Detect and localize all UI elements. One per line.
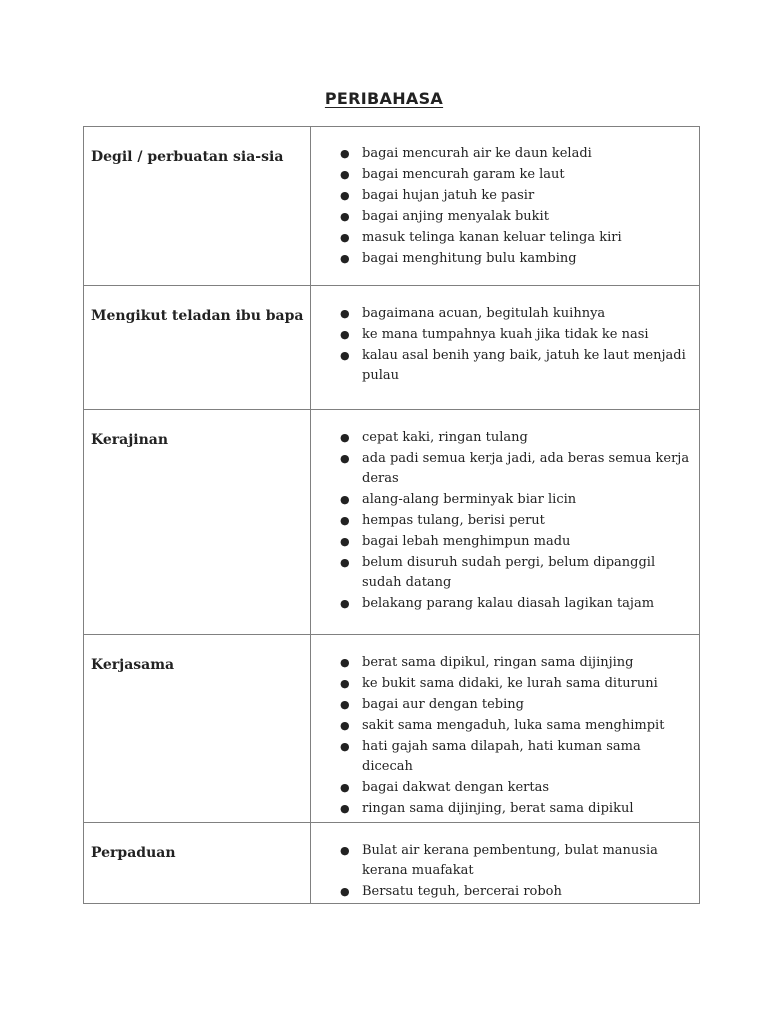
category-cell: Degil / perbuatan sia-sia <box>84 127 311 286</box>
proverb-text: ada padi semua kerja jadi, ada beras semua kerja deras <box>362 451 690 486</box>
bullet-icon: ● <box>340 514 350 527</box>
proverb-item <box>311 553 693 593</box>
bullet-icon: ● <box>340 556 350 569</box>
proverb-text: alang-alang berminyak biar licin <box>362 492 577 507</box>
proverb-cell <box>311 823 700 904</box>
proverb-item <box>311 165 693 185</box>
category-cell: Perpaduan <box>84 823 311 904</box>
proverb-list <box>311 286 693 386</box>
bullet-icon: ● <box>340 885 350 898</box>
bullet-icon: ● <box>340 597 350 610</box>
proverb-item <box>311 325 693 345</box>
proverb-item <box>311 511 693 531</box>
proverb-item <box>311 882 693 902</box>
bullet-icon: ● <box>340 189 350 202</box>
proverb-item <box>311 778 693 798</box>
proverb-item <box>311 228 693 248</box>
table-row <box>84 635 700 823</box>
table-row <box>84 286 700 410</box>
proverb-text: ke mana tumpahnya kuah jika tidak ke nasi <box>362 327 649 342</box>
bullet-icon: ● <box>340 535 350 548</box>
proverb-item <box>311 490 693 510</box>
bullet-icon: ● <box>340 677 350 690</box>
proverb-text: hempas tulang, berisi perut <box>362 513 545 528</box>
proverb-text: berat sama dipikul, ringan sama dijinjing <box>362 655 634 670</box>
bullet-icon: ● <box>340 231 350 244</box>
proverb-item <box>311 695 693 715</box>
bullet-icon: ● <box>340 452 350 465</box>
proverb-item <box>311 144 693 164</box>
proverb-text: belakang parang kalau diasah lagikan tajam <box>362 596 655 611</box>
proverb-item <box>311 594 693 614</box>
proverb-text: bagai hujan jatuh ke pasir <box>362 188 535 203</box>
proverb-text: Bersatu teguh, bercerai roboh <box>362 884 562 899</box>
proverb-item <box>311 428 693 448</box>
proverb-cell <box>311 127 700 286</box>
proverb-text: kalau asal benih yang baik, jatuh ke laut menjadi pulau <box>362 348 686 383</box>
proverb-item <box>311 207 693 227</box>
proverb-text: bagai mencurah air ke daun keladi <box>362 146 592 161</box>
proverb-item <box>311 653 693 673</box>
bullet-icon: ● <box>340 656 350 669</box>
proverb-text: Bulat air kerana pembentung, bulat manusia kerana muafakat <box>362 843 658 878</box>
bullet-icon: ● <box>340 719 350 732</box>
table-row <box>84 410 700 635</box>
bullet-icon: ● <box>340 698 350 711</box>
proverb-item <box>311 799 693 819</box>
document-title <box>0 89 768 108</box>
proverb-item <box>311 532 693 552</box>
proverb-text: cepat kaki, ringan tulang <box>362 430 528 445</box>
proverb-item <box>311 346 693 386</box>
bullet-icon: ● <box>340 781 350 794</box>
bullet-icon: ● <box>340 252 350 265</box>
proverb-text: masuk telinga kanan keluar telinga kiri <box>362 230 622 245</box>
proverb-cell <box>311 286 700 410</box>
bullet-icon: ● <box>340 307 350 320</box>
proverb-table <box>83 126 700 904</box>
proverb-item <box>311 737 693 777</box>
document-title-text: PERIBAHASA <box>324 89 444 108</box>
proverb-list <box>311 410 693 614</box>
proverb-item <box>311 186 693 206</box>
bullet-icon: ● <box>340 802 350 815</box>
proverb-item <box>311 249 693 269</box>
category-cell: Kerjasama <box>84 635 311 823</box>
proverb-text: bagai anjing menyalak bukit <box>362 209 549 224</box>
bullet-icon: ● <box>340 210 350 223</box>
proverb-text: bagai aur dengan tebing <box>362 697 524 712</box>
bullet-icon: ● <box>340 147 350 160</box>
proverb-list <box>311 635 693 819</box>
proverb-item <box>311 304 693 324</box>
proverb-item <box>311 674 693 694</box>
bullet-icon: ● <box>340 168 350 181</box>
bullet-icon: ● <box>340 844 350 857</box>
proverb-item <box>311 841 693 881</box>
proverb-item <box>311 716 693 736</box>
proverb-item <box>311 449 693 489</box>
bullet-icon: ● <box>340 431 350 444</box>
table-row <box>84 823 700 904</box>
proverb-text: belum disuruh sudah pergi, belum dipanggil sudah datang <box>362 555 656 590</box>
proverb-text: bagaimana acuan, begitulah kuihnya <box>362 306 606 321</box>
proverb-cell <box>311 410 700 635</box>
proverb-text: bagai dakwat dengan kertas <box>362 780 550 795</box>
proverb-cell <box>311 635 700 823</box>
category-cell: Mengikut teladan ibu bapa <box>84 286 311 410</box>
bullet-icon: ● <box>340 740 350 753</box>
category-cell: Kerajinan <box>84 410 311 635</box>
proverb-text: bagai menghitung bulu kambing <box>362 251 577 266</box>
proverb-list <box>311 823 693 902</box>
proverb-list <box>311 127 693 269</box>
bullet-icon: ● <box>340 349 350 362</box>
bullet-icon: ● <box>340 493 350 506</box>
bullet-icon: ● <box>340 328 350 341</box>
proverb-text: bagai lebah menghimpun madu <box>362 534 571 549</box>
proverb-text: ke bukit sama didaki, ke lurah sama dituruni <box>362 676 658 691</box>
proverb-text: ringan sama dijinjing, berat sama dipikul <box>362 801 634 816</box>
proverb-text: hati gajah sama dilapah, hati kuman sama dicecah <box>362 739 641 774</box>
proverb-text: bagai mencurah garam ke laut <box>362 167 565 182</box>
table-row <box>84 127 700 286</box>
proverb-text: sakit sama mengaduh, luka sama menghimpit <box>362 718 665 733</box>
